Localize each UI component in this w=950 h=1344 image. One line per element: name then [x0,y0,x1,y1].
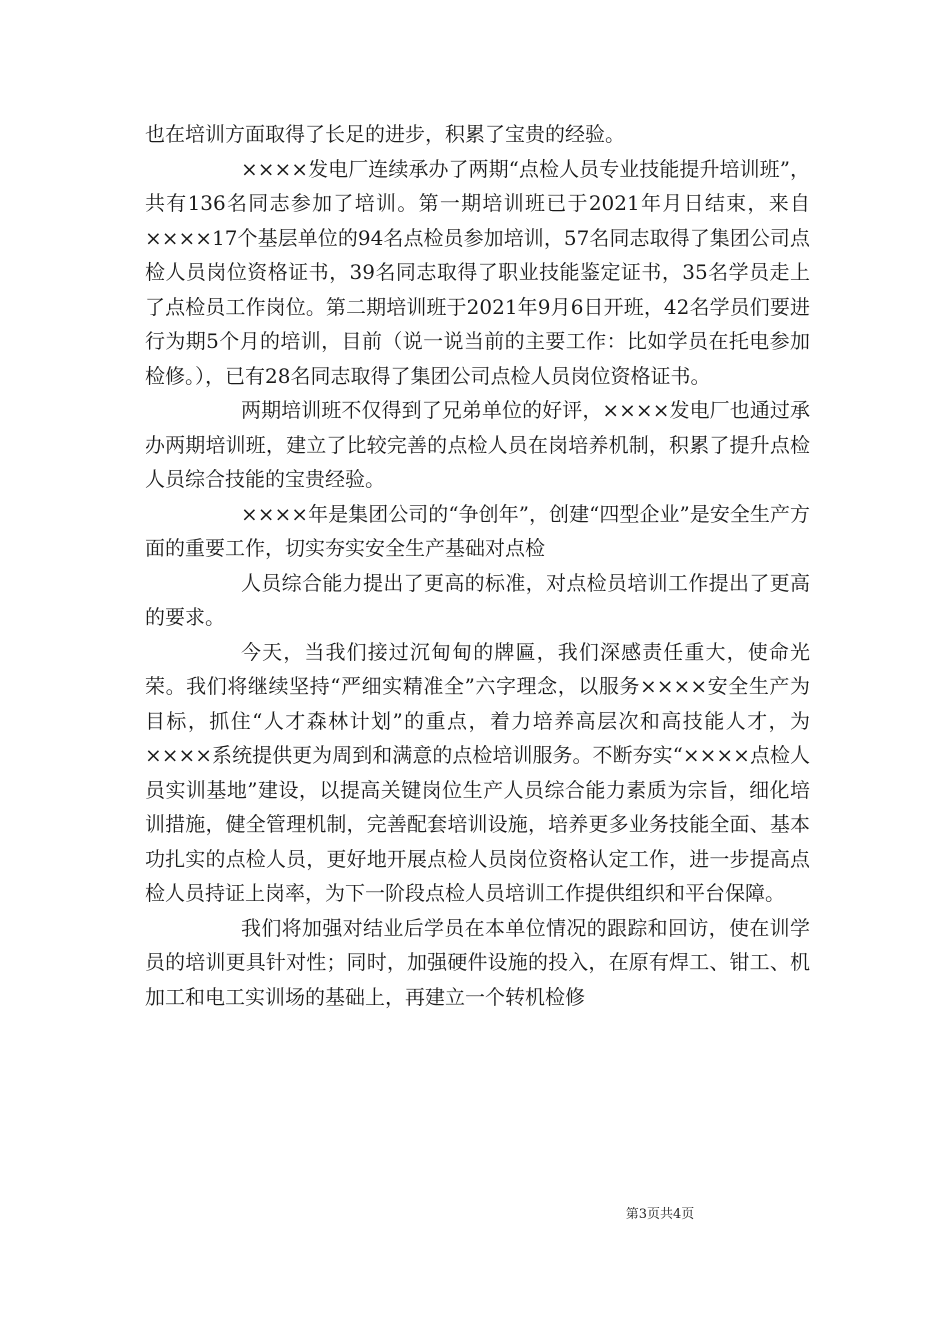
paragraph-requirements: 人员综合能力提出了更高的标准，对点检员培训工作提出了更高的要求。 [145,570,810,629]
paragraph-year-goal: ××××年是集团公司的“争创年”，创建“四型企业”是安全生产方面的重要工作，切实夯实安全生产基础对点检 [145,501,810,560]
page-footer [0,1203,950,1222]
paragraph-follow-up: 我们将加强对结业后学员在本单位情况的跟踪和回访，使在训学员的培训更具针对性；同时，加强硬件设施的投入，在原有焊工、钳工、机加工和电工实训场的基础上，再建立一个转机检修 [145,915,810,1009]
body-text [145,117,810,1014]
paragraph-praise: 两期培训班不仅得到了兄弟单位的好评，××××发电厂也通过承办两期培训班，建立了比较完善的点检人员在岗培养机制，积累了提升点检人员综合技能的宝贵经验。 [145,398,810,491]
page-number: 第3页共4页 [625,1207,695,1222]
paragraph-continued: 也在培训方面取得了长足的进步，积累了宝贵的经验。 [145,122,625,146]
paragraph-training-classes: ××××发电厂连续承办了两期“点检人员专业技能提升培训班”，共有136名同志参加了培训。第一期培训班已于2021年月日结束，来自××××17个基层单位的94名点检员参加培训，57名同志取得了集团公司点检人员岗位资格证书，39名同志取得了职业技能鉴定证书，35名学员走上了点检员工作岗位。第二期培训班于2021年9月6日开班，42名学员们要进行为期5个月的培训，目前（说一说当前的主要工作：比如学员在托电参加检修。），已有28名同志取得了集团公司点检人员岗位资格证书。 [145,156,810,388]
paragraph-today: 今天，当我们接过沉甸甸的牌匾，我们深感责任重大，使命光荣。我们将继续坚持“严细实精准全”六字理念，以服务××××安全生产为目标，抓住“人才森林计划”的重点，着力培养高层次和高技能人才，为××××系统提供更为周到和满意的点检培训服务。不断夯实“××××点检人员实训基地”建设，以提高关键岗位生产人员综合能力素质为宗旨，细化培训措施，健全管理机制，完善配套培训设施，培养更多业务技能全面、基本功扎实的点检人员，更好地开展点检人员岗位资格认定工作，进一步提高点检人员持证上岗率，为下一阶段点检人员培训工作提供组织和平台保障。 [145,639,810,905]
